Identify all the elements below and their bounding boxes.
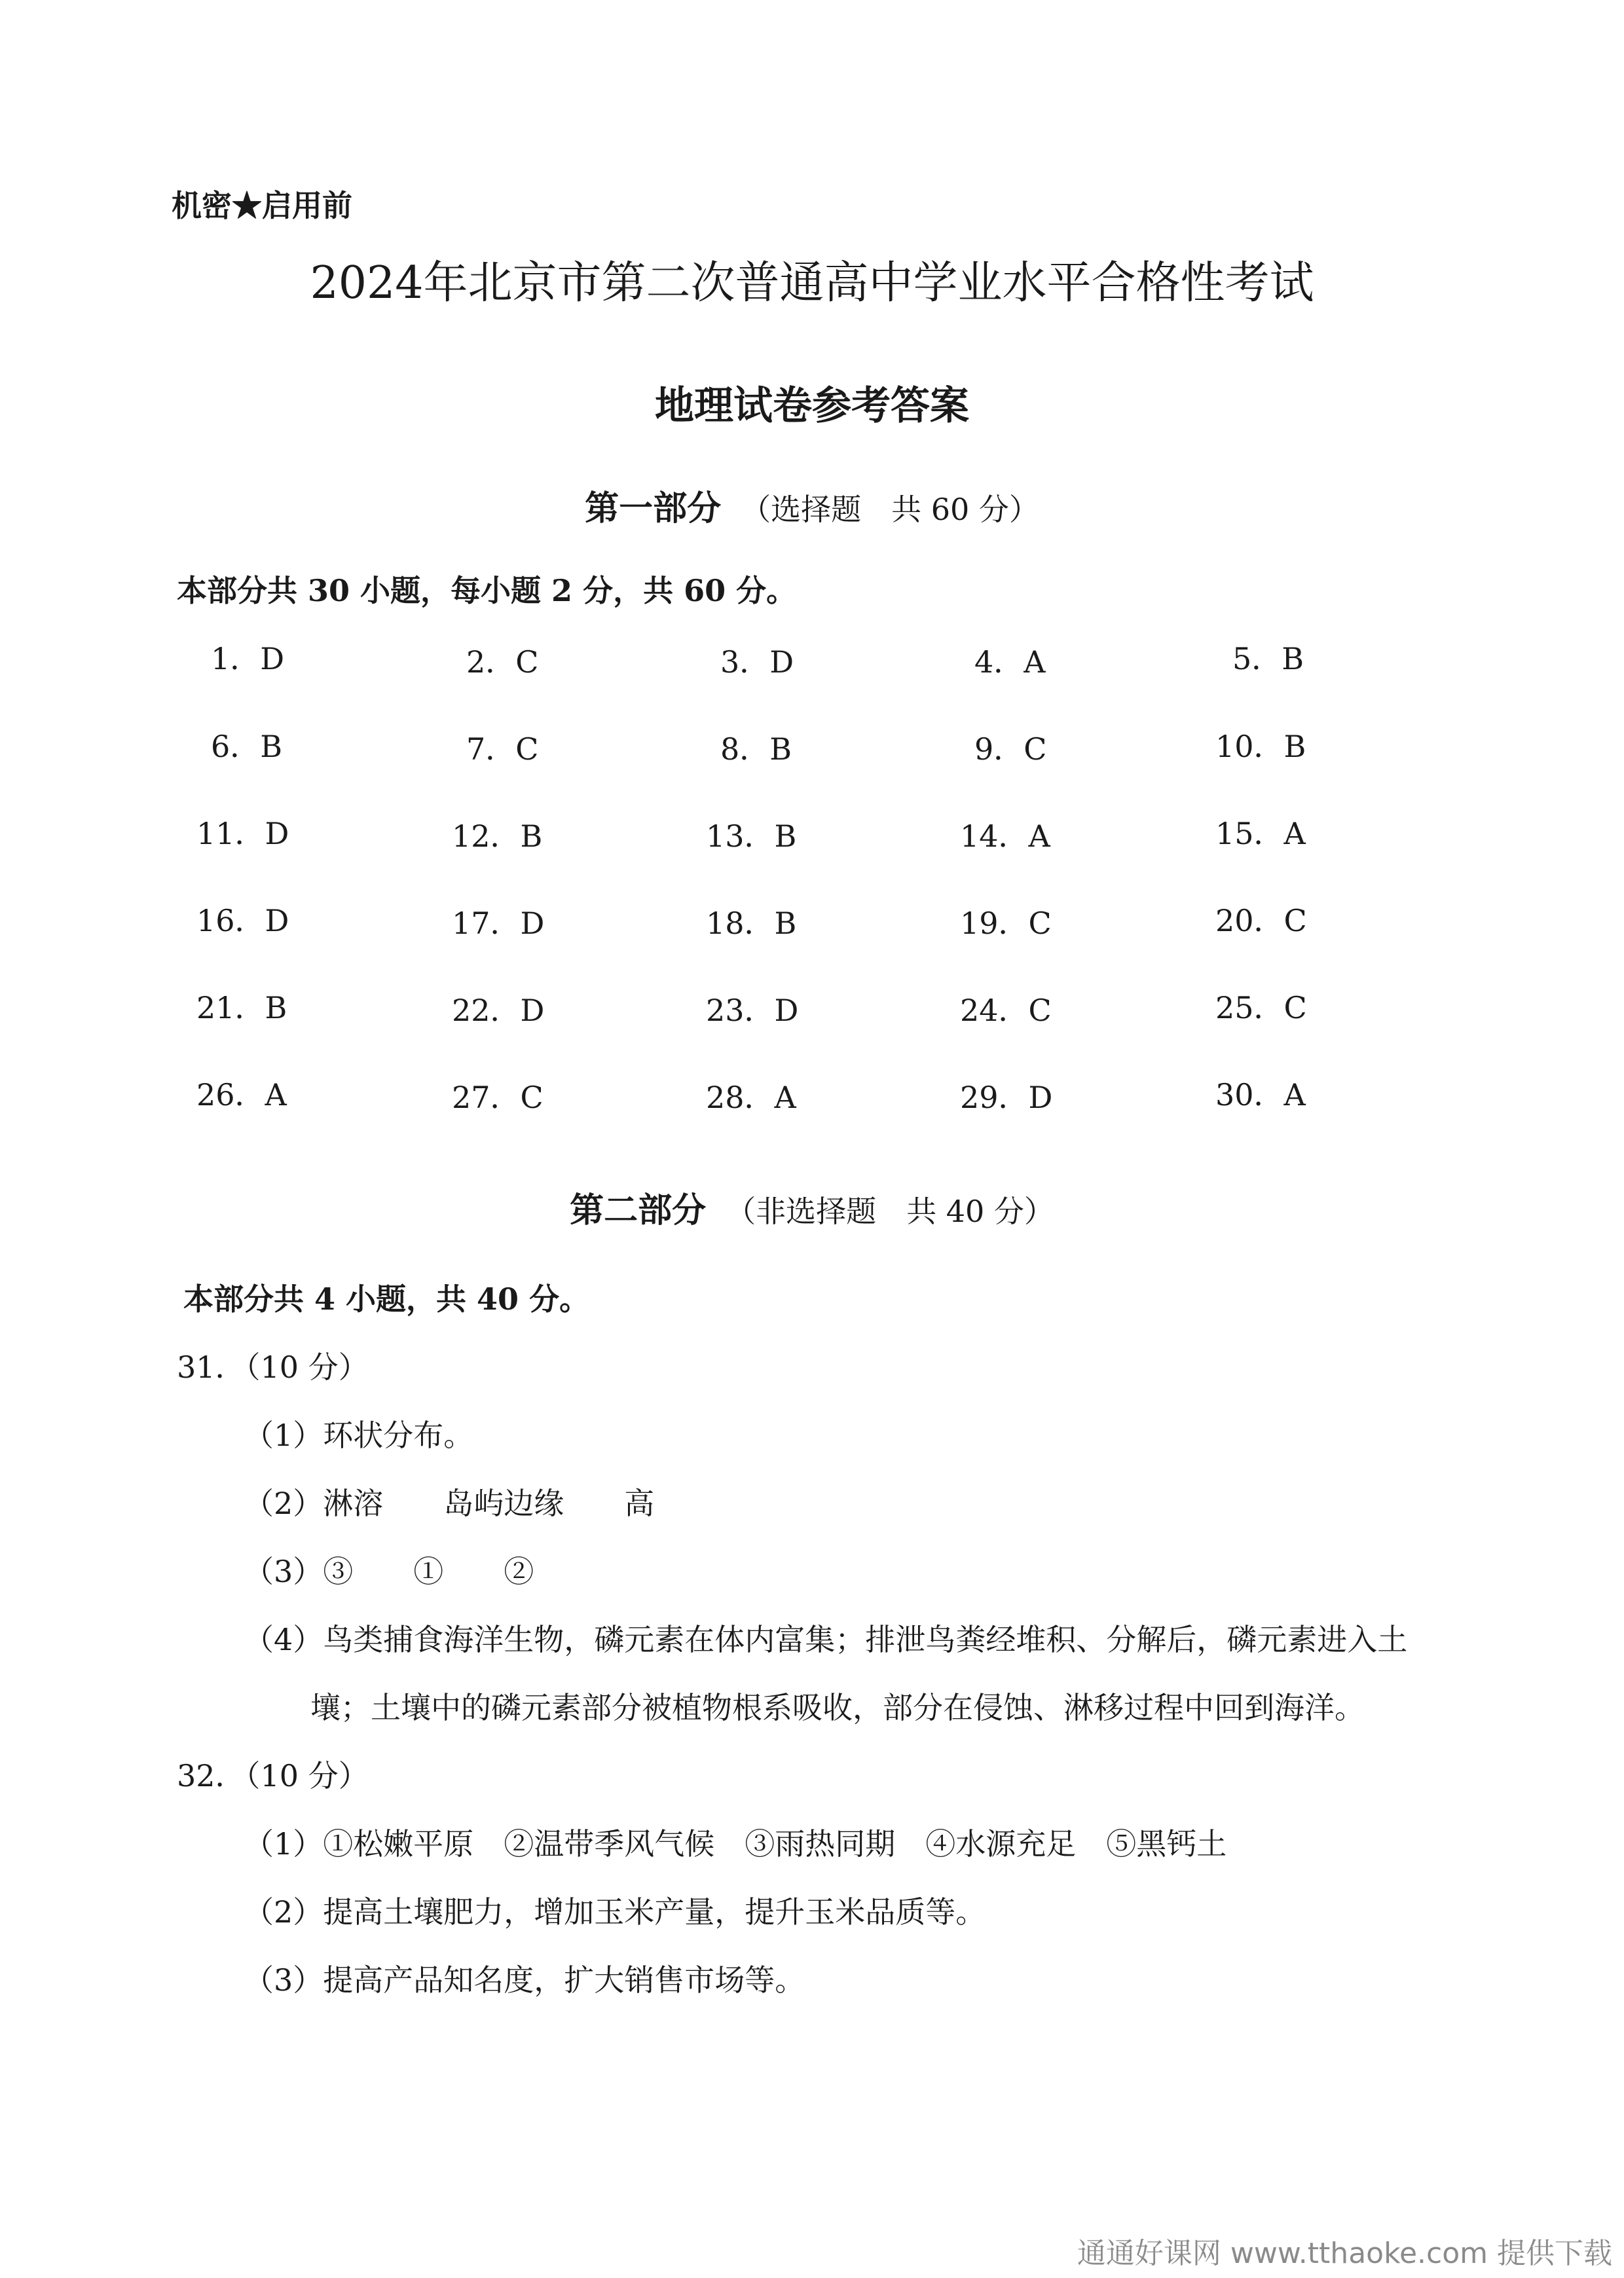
part2-note: （非选择题 共 40 分） <box>726 1194 1054 1229</box>
answer-item: 17．D <box>452 906 545 941</box>
part2-heading-text: 第二部分 <box>570 1190 707 1230</box>
answer-item: 30．A <box>1215 1077 1306 1112</box>
answer-item: 21．B <box>196 990 287 1025</box>
answer-item: 13．B <box>706 818 797 854</box>
answer-item: 18．B <box>706 906 797 941</box>
part1-heading-text: 第一部分 <box>585 488 722 528</box>
answer-item: 22．D <box>452 993 545 1028</box>
q31-answer-2: （2）淋溶 岛屿边缘 高 <box>244 1486 655 1521</box>
q31-answer-1: （1）环状分布。 <box>244 1418 474 1453</box>
confidential-label: 机密★启用前 <box>172 188 352 223</box>
q32-answer-1: （1）①松嫩平原 ②温带季风气候 ③雨热同期 ④水源充足 ⑤黑钙土 <box>244 1826 1227 1862</box>
answer-item: 24．C <box>960 993 1052 1028</box>
answer-item: 10．B <box>1215 729 1306 764</box>
answer-item: 19．C <box>960 906 1052 941</box>
q32-heading: 32．（10 分） <box>177 1758 369 1793</box>
answer-item: 2．C <box>466 644 539 680</box>
answer-item: 7．C <box>466 731 539 767</box>
q31-heading: 31．（10 分） <box>177 1350 369 1385</box>
answer-item: 23．D <box>706 993 799 1028</box>
answer-item: 6．B <box>211 729 283 764</box>
answer-item: 5．B <box>1232 641 1304 676</box>
part2-instruction: 本部分共 4 小题，共 40 分。 <box>183 1281 590 1317</box>
q32-answer-2: （2）提高土壤肥力，增加玉米产量，提升玉米品质等。 <box>244 1894 986 1930</box>
q32-answer-3: （3）提高产品知名度，扩大销售市场等。 <box>244 1962 805 1998</box>
part1-note: （选择题 共 60 分） <box>741 492 1039 527</box>
answer-item: 26．A <box>196 1077 287 1112</box>
exam-title: 2024年北京市第二次普通高中学业水平合格性考试 <box>310 257 1314 309</box>
paper-subtitle: 地理试卷参考答案 <box>655 383 969 429</box>
answer-item: 20．C <box>1215 903 1307 938</box>
answer-item: 11．D <box>196 816 289 851</box>
answer-item: 27．C <box>452 1080 544 1115</box>
answer-item: 8．B <box>720 731 792 767</box>
answer-item: 14．A <box>960 818 1050 854</box>
answer-item: 15．A <box>1215 816 1306 851</box>
q31-answer-3: （3）③ ① ② <box>244 1554 534 1589</box>
answer-item: 29．D <box>960 1080 1053 1115</box>
answer-item: 28．A <box>706 1080 796 1115</box>
answer-item: 9．C <box>974 731 1047 767</box>
answer-item: 25．C <box>1215 990 1307 1025</box>
answer-item: 12．B <box>452 818 543 854</box>
part1-instruction: 本部分共 30 小题，每小题 2 分，共 60 分。 <box>177 573 797 608</box>
q31-answer-4-continued: 壤；土壤中的磷元素部分被植物根系吸收，部分在侵蚀、淋移过程中回到海洋。 <box>310 1690 1365 1725</box>
footer-watermark: 通通好课网 www.tthaoke.com 提供下载 <box>1077 2237 1612 2270</box>
answer-item: 16．D <box>196 903 289 938</box>
answer-item: 4．A <box>974 644 1046 680</box>
q31-answer-4: （4）鸟类捕食海洋生物，磷元素在体内富集；排泄鸟粪经堆积、分解后，磷元素进入土 <box>244 1622 1408 1657</box>
answer-item: 1．D <box>211 641 285 676</box>
part1-heading <box>0 481 1624 530</box>
answer-item: 3．D <box>720 644 794 680</box>
part2-heading <box>0 1183 1624 1232</box>
